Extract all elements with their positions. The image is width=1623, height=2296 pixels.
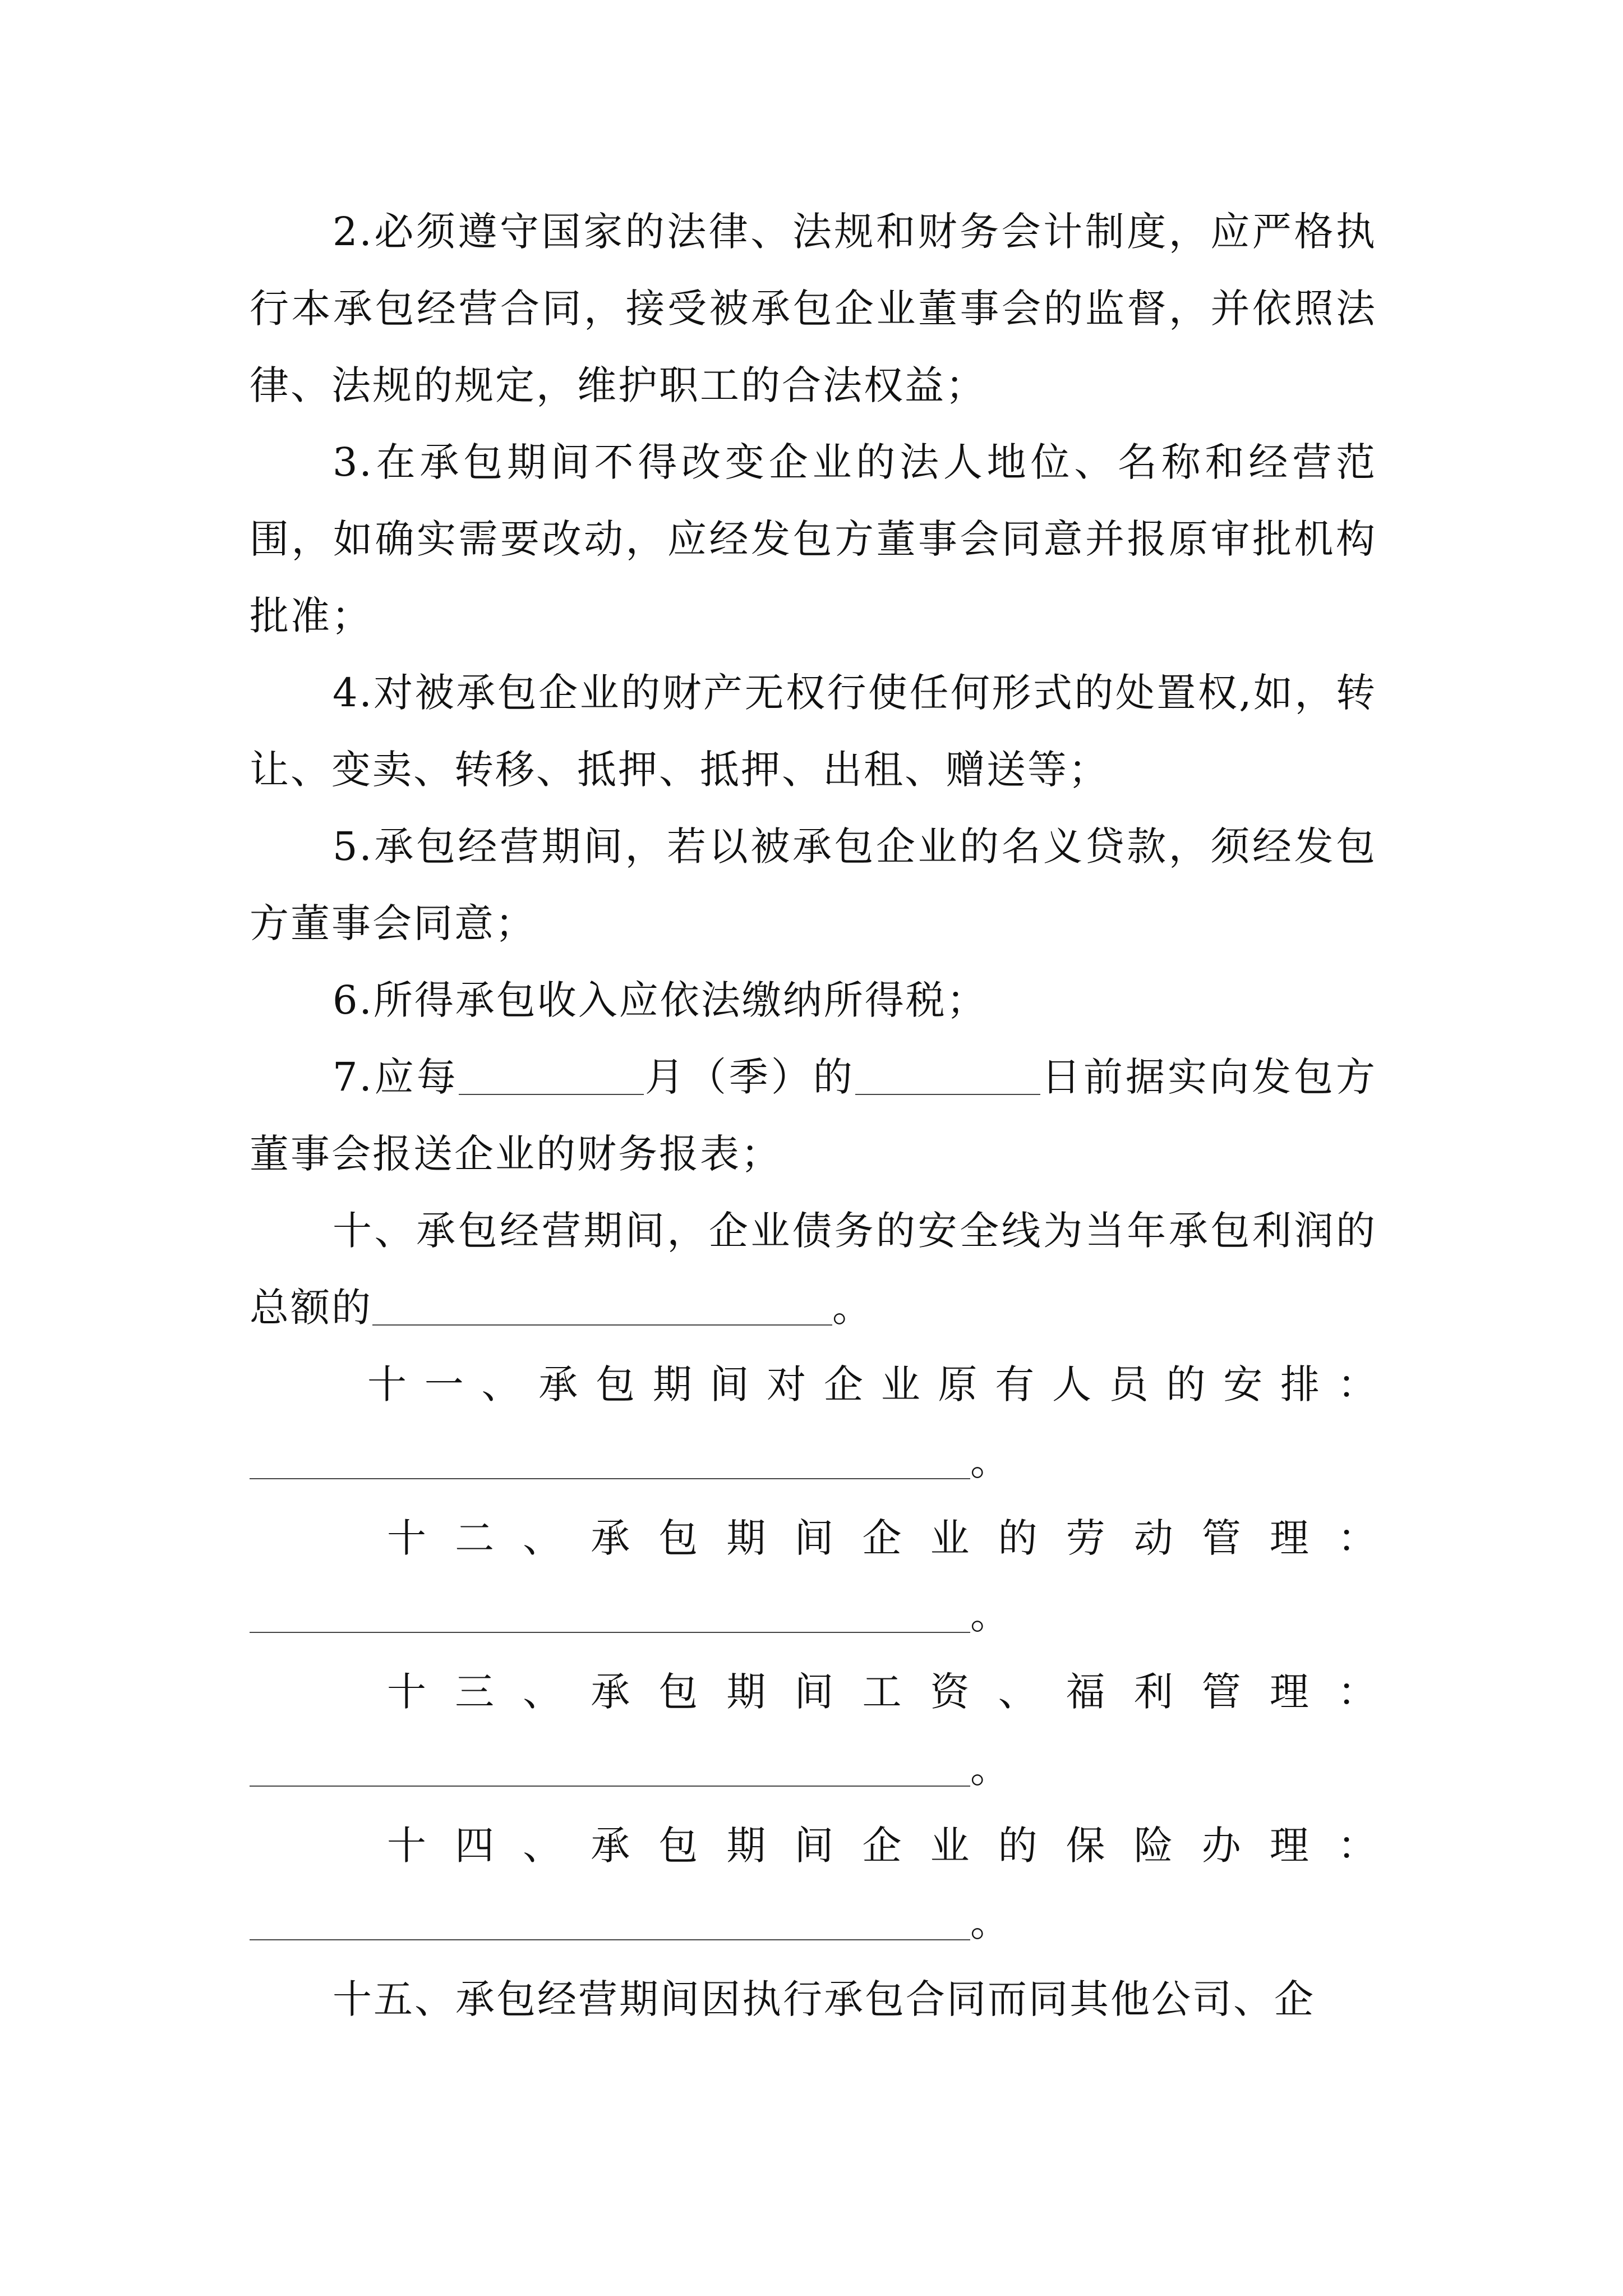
heading-char: 承 bbox=[591, 1669, 630, 1715]
item-7-part2: 月（季）的 bbox=[643, 1054, 855, 1100]
heading-char: 业 bbox=[930, 1515, 970, 1561]
blank-day-field[interactable] bbox=[855, 1055, 1040, 1095]
heading-char: 一 bbox=[424, 1361, 464, 1407]
heading-char: 期 bbox=[726, 1515, 766, 1561]
blank-debt-ratio-field[interactable] bbox=[372, 1285, 832, 1326]
clause-11-heading bbox=[250, 1346, 1377, 1423]
heading-char: 十 bbox=[387, 1515, 426, 1561]
heading-char: 间 bbox=[794, 1669, 834, 1715]
heading-char: 员 bbox=[1109, 1361, 1149, 1407]
heading-char: 包 bbox=[596, 1361, 635, 1407]
heading-char: 业 bbox=[930, 1823, 970, 1869]
heading-char: 期 bbox=[726, 1823, 766, 1869]
heading-char: 有 bbox=[995, 1361, 1035, 1407]
heading-char: ： bbox=[1337, 1669, 1377, 1715]
heading-char: 间 bbox=[709, 1361, 749, 1407]
heading-char: 、 bbox=[523, 1515, 562, 1561]
blank-wage-welfare-field[interactable] bbox=[250, 1746, 970, 1787]
heading-char: 动 bbox=[1133, 1515, 1173, 1561]
clause-10 bbox=[250, 1193, 1377, 1346]
heading-char: 期 bbox=[652, 1361, 692, 1407]
heading-char: 的 bbox=[998, 1823, 1038, 1869]
heading-char: 承 bbox=[591, 1823, 630, 1869]
heading-char: 人 bbox=[1052, 1361, 1091, 1407]
heading-char: 承 bbox=[538, 1361, 578, 1407]
heading-char: 期 bbox=[726, 1669, 766, 1715]
clause-12 bbox=[250, 1500, 1377, 1654]
item-2: 2.必须遵守国家的法律、法规和财务会计制度，应严格执行本承包经营合同，接受被承包企业董事会的监督，并依照法律、法规的规定，维护职工的合法权益； bbox=[250, 209, 1377, 408]
heading-char: 承 bbox=[591, 1515, 630, 1561]
clause-15: 十五、承包经营期间因执行承包合同而同其他公司、企 bbox=[333, 1976, 1315, 2022]
blank-staff-arrangement-field[interactable] bbox=[250, 1439, 970, 1479]
heading-char: 、 bbox=[998, 1669, 1038, 1715]
heading-char: 业 bbox=[880, 1361, 920, 1407]
item-3: 3.在承包期间不得改变企业的法人地位、名称和经营范围，如确实需要改动，应经发包方董事会同意并报原审批机构批准； bbox=[250, 439, 1377, 639]
item-5: 5.承包经营期间，若以被承包企业的名义贷款，须经发包方董事会同意； bbox=[250, 823, 1377, 946]
item-7-part1: 7.应每 bbox=[333, 1054, 459, 1100]
clause-14-end: 。 bbox=[970, 1899, 1009, 1945]
heading-char: 理 bbox=[1269, 1515, 1309, 1561]
heading-char: 包 bbox=[658, 1515, 698, 1561]
heading-char: 办 bbox=[1201, 1823, 1241, 1869]
heading-char: 十 bbox=[387, 1823, 426, 1869]
clause-14 bbox=[250, 1807, 1377, 1961]
heading-char: 企 bbox=[862, 1515, 902, 1561]
heading-char: 利 bbox=[1133, 1669, 1173, 1715]
heading-char: 十 bbox=[387, 1669, 426, 1715]
heading-char: 十 bbox=[367, 1361, 407, 1407]
document-body bbox=[250, 194, 1377, 2038]
heading-char: 工 bbox=[862, 1669, 902, 1715]
heading-char: 间 bbox=[794, 1515, 834, 1561]
item-4: 4.对被承包企业的财产无权行使任何形式的处置权,如，转让、变卖、转移、抵押、抵押、出租、赠送等； bbox=[250, 670, 1377, 793]
clause-12-blank-line bbox=[250, 1577, 1377, 1654]
heading-char: ： bbox=[1337, 1823, 1377, 1869]
heading-char: 原 bbox=[938, 1361, 978, 1407]
heading-char: ： bbox=[1337, 1515, 1377, 1561]
heading-char: 三 bbox=[455, 1669, 495, 1715]
heading-char: 管 bbox=[1201, 1669, 1241, 1715]
heading-char: 理 bbox=[1269, 1669, 1309, 1715]
blank-insurance-field[interactable] bbox=[250, 1900, 970, 1940]
heading-char: 险 bbox=[1133, 1823, 1173, 1869]
clause-12-heading bbox=[250, 1500, 1377, 1577]
heading-char: 、 bbox=[481, 1361, 521, 1407]
heading-char: 劳 bbox=[1066, 1515, 1105, 1561]
clause-11-blank-line bbox=[250, 1423, 1377, 1500]
heading-char: ： bbox=[1337, 1361, 1377, 1407]
heading-char: 间 bbox=[794, 1823, 834, 1869]
heading-char: 的 bbox=[998, 1515, 1038, 1561]
clause-13-end: 。 bbox=[970, 1746, 1009, 1792]
heading-char: 四 bbox=[455, 1823, 495, 1869]
clause-14-heading bbox=[250, 1807, 1377, 1884]
heading-char: 企 bbox=[824, 1361, 863, 1407]
heading-char: 二 bbox=[455, 1515, 495, 1561]
heading-char: 排 bbox=[1280, 1361, 1320, 1407]
heading-char: 对 bbox=[767, 1361, 806, 1407]
heading-char: 管 bbox=[1201, 1515, 1241, 1561]
item-7 bbox=[250, 1039, 1377, 1193]
heading-char: 的 bbox=[1166, 1361, 1206, 1407]
heading-char: 企 bbox=[862, 1823, 902, 1869]
clause-11 bbox=[250, 1346, 1377, 1500]
heading-char: 、 bbox=[523, 1823, 562, 1869]
blank-month-field[interactable] bbox=[459, 1055, 644, 1095]
heading-char: 包 bbox=[658, 1669, 698, 1715]
clause-10-end: 。 bbox=[832, 1285, 873, 1331]
heading-char: 福 bbox=[1066, 1669, 1105, 1715]
clause-13 bbox=[250, 1654, 1377, 1807]
item-6: 6.所得承包收入应依法缴纳所得税； bbox=[333, 977, 988, 1023]
blank-labor-management-field[interactable] bbox=[250, 1593, 970, 1633]
heading-char: 包 bbox=[658, 1823, 698, 1869]
clause-10-text: 十、承包经营期间，企业债务的安全线为当年承包利润的总额的 bbox=[250, 1208, 1377, 1331]
heading-char: 理 bbox=[1269, 1823, 1309, 1869]
heading-char: 安 bbox=[1223, 1361, 1263, 1407]
heading-char: 资 bbox=[930, 1669, 970, 1715]
clause-13-blank-line bbox=[250, 1731, 1377, 1807]
clause-13-heading bbox=[250, 1654, 1377, 1731]
item-7-part3: 日前据实向发包方董事会报送企业的财务报表； bbox=[250, 1054, 1377, 1177]
clause-11-end: 。 bbox=[970, 1438, 1009, 1484]
clause-14-blank-line bbox=[250, 1884, 1377, 1961]
heading-char: 、 bbox=[523, 1669, 562, 1715]
clause-12-end: 。 bbox=[970, 1592, 1009, 1638]
heading-char: 保 bbox=[1066, 1823, 1105, 1869]
